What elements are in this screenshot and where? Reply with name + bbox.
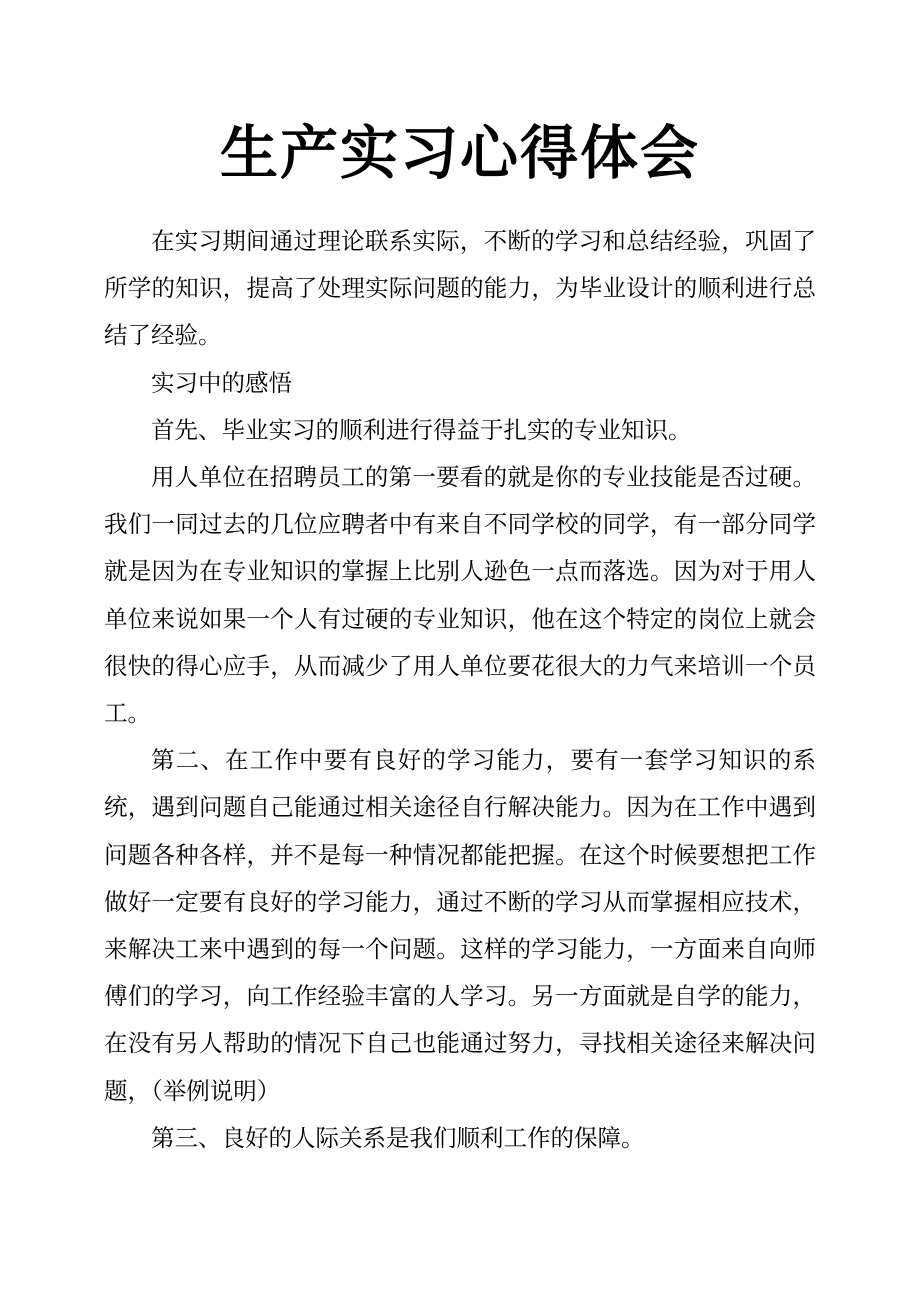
paragraph-intro: 在实习期间通过理论联系实际，不断的学习和总结经验，巩固了所学的知识，提高了处理实际问题的能力，为毕业设计的顺利进行总结了经验。 [104, 227, 816, 350]
paragraph-point-three: 第三、良好的人际关系是我们顺利工作的保障。 [151, 1123, 645, 1152]
document-title: 生产实习心得体会 [219, 119, 700, 187]
paragraph-point-two: 第二、在工作中要有良好的学习能力，要有一套学习知识的系统，遇到问题自己能通过相关途径自行解决能力。因为在工作中遇到问题各种各样，并不是每一种情况都能把握。在这个时候要想把工作做好一定要有良好的学习能力，通过不断的学习从而掌握相应技术，来解决工来中遇到的每一个问题。这样的学习能力，一方面来自向师傅们的学习，向工作经验丰富的人学习。另一方面就是自学的能力，在没有另人帮助的情况下自己也能通过努力，寻找相关途径来解决问题，（举例说明） [104, 746, 816, 1105]
paragraph-point-one: 首先、毕业实习的顺利进行得益于扎实的专业知识。 [151, 415, 692, 444]
paragraph-heading-insights: 实习中的感悟 [151, 368, 292, 397]
document-body [104, 218, 816, 1162]
document-page [104, 0, 816, 1302]
paragraph-professional-skills: 用人单位在招聘员工的第一要看的就是你的专业技能是否过硬。我们一同过去的几位应聘者中有来自不同学校的同学，有一部分同学就是因为在专业知识的掌握上比别人逊色一点而落选。因为对于用人单位来说如果一个人有过硬的专业知识，他在这个特定的岗位上就会很快的得心应手，从而减少了用人单位要花很大的力气来培训一个员工。 [104, 463, 816, 728]
